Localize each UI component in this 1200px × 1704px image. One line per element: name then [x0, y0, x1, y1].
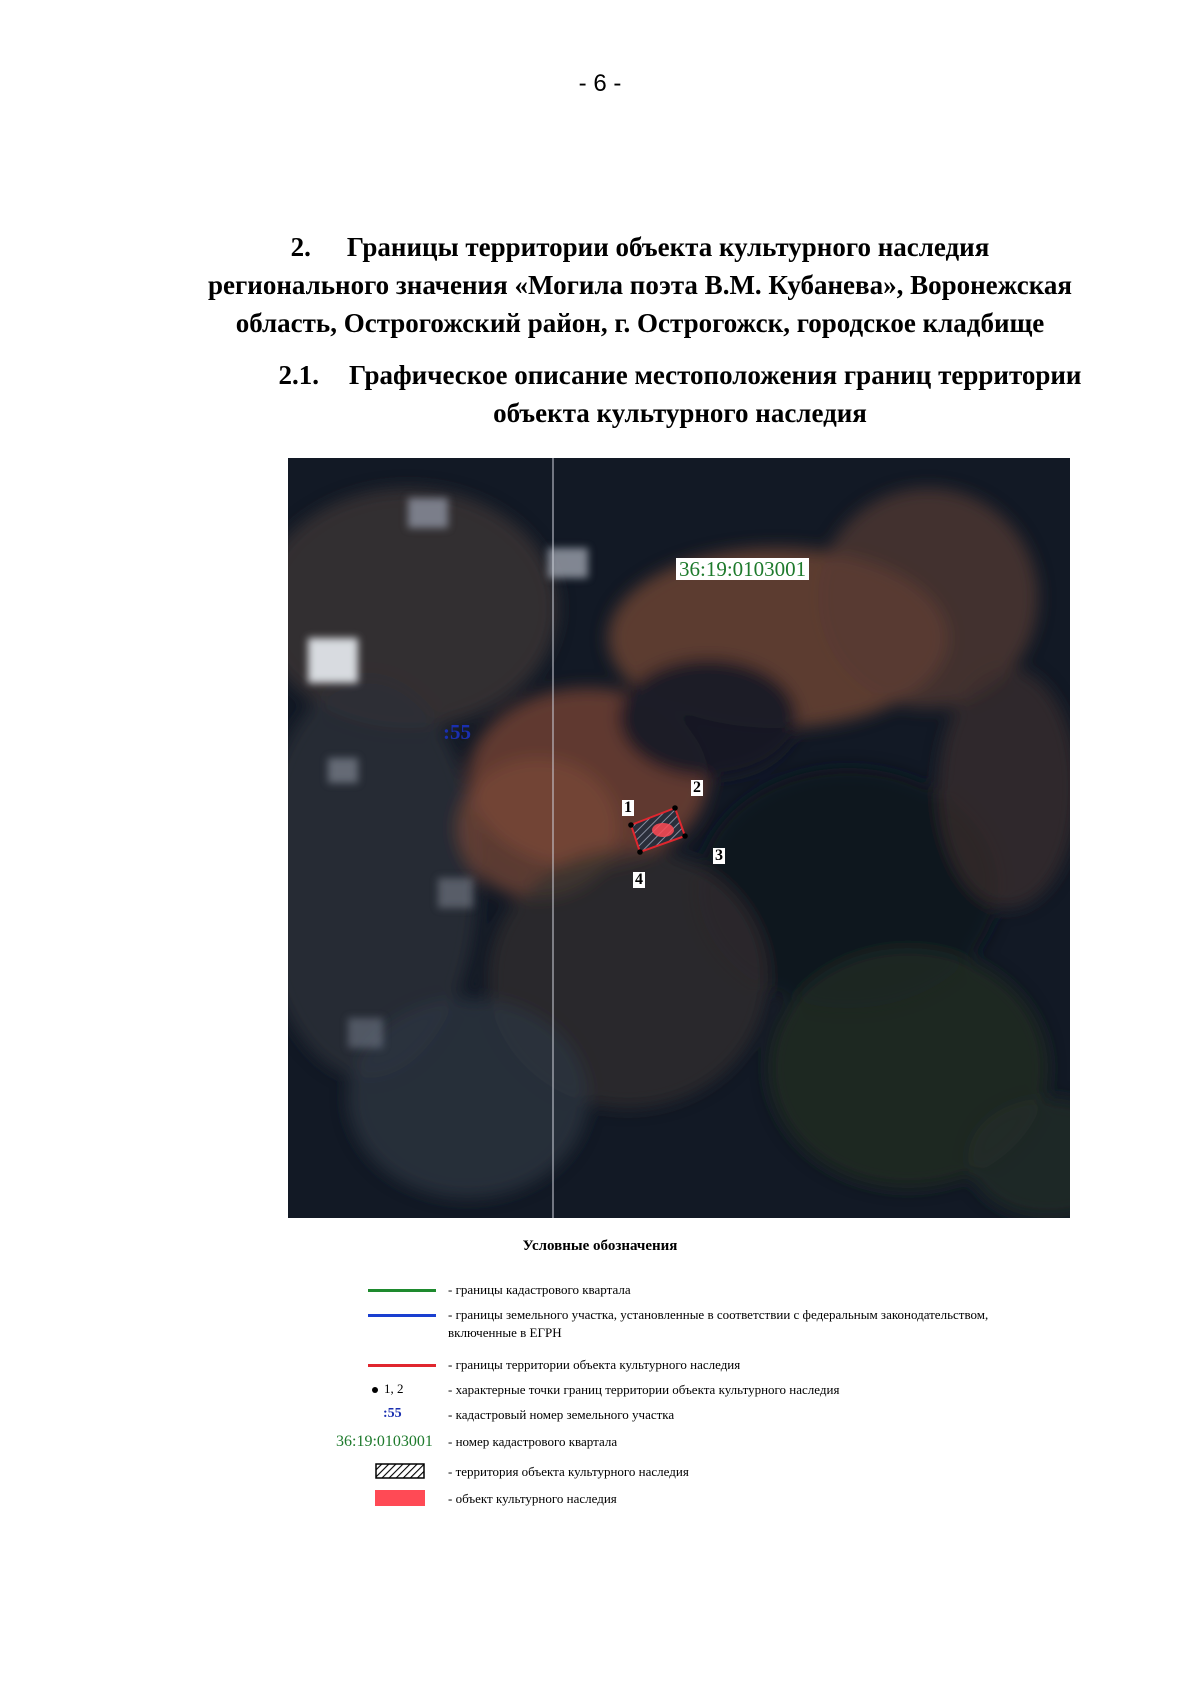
- section-heading: [160, 228, 1120, 342]
- legend-text: - границы земельного участка, установленные в соответствии с федеральным законодательством, включенные в ЕГРН: [448, 1307, 989, 1340]
- dot-icon: [372, 1387, 378, 1393]
- section-title-line1: Границы территории объекта культурного наследия: [346, 232, 990, 262]
- red-line-icon: [368, 1364, 436, 1367]
- legend-text: - номер кадастрового квартала: [448, 1434, 618, 1449]
- satellite-map: [288, 458, 1070, 1218]
- section-title-line2: регионального значения «Могила поэта В.М. Кубанева», Воронежская: [208, 270, 1072, 300]
- point-symbol-label: 1, 2: [384, 1381, 404, 1396]
- red-fill-icon: [375, 1490, 425, 1506]
- legend-text: - кадастровый номер земельного участка: [448, 1407, 675, 1422]
- hatch-icon: [375, 1463, 425, 1479]
- subsection-title-line2: объекта культурного наследия: [493, 398, 867, 428]
- point-label-4: 4: [635, 871, 643, 888]
- point-label-3: 3: [715, 847, 723, 864]
- boundary-point-3: [682, 833, 688, 839]
- parcel-number-label: :55: [443, 720, 471, 744]
- page-number: - 6 -: [578, 70, 622, 97]
- blue-line-icon: [368, 1314, 436, 1317]
- heritage-object: [652, 823, 674, 837]
- subsection-title-line1: Графическое описание местоположения границ территории: [349, 360, 1082, 390]
- legend-text: - характерные точки границ территории объекта культурного наследия: [448, 1382, 840, 1397]
- legend-item-quarter-number: [0, 1433, 1200, 1463]
- legend-text: - территория объекта культурного наследия: [448, 1464, 689, 1479]
- point-label-2: 2: [693, 779, 701, 796]
- quarter-number-symbol: 36:19:0103001: [336, 1433, 433, 1450]
- point-symbol: [372, 1381, 404, 1397]
- boundary-point-2: [672, 805, 678, 811]
- legend-item-parcel-number: [0, 1406, 1200, 1436]
- boundary-point-4: [637, 849, 643, 855]
- boundary-point-1: [628, 822, 634, 828]
- legend-text: - границы кадастрового квартала: [448, 1282, 631, 1297]
- legend-text: - объект культурного наследия: [448, 1491, 617, 1506]
- legend-item-territory: [0, 1463, 1200, 1493]
- subsection-number: 2.1.: [278, 360, 319, 390]
- section-title-line3: область, Острогожский район, г. Острогожск, городское кладбище: [235, 308, 1045, 338]
- legend-item-parcel-boundary: [0, 1306, 1200, 1340]
- green-line-icon: [368, 1289, 436, 1292]
- legend-title: Условные обозначения: [522, 1238, 678, 1254]
- section-number: 2.: [290, 232, 311, 262]
- legend-text: - границы территории объекта культурного наследия: [448, 1357, 741, 1372]
- quarter-number-label: 36:19:0103001: [676, 558, 809, 580]
- parcel-number-symbol: :55: [383, 1406, 402, 1421]
- legend-item-heritage-object: [0, 1490, 1200, 1520]
- subsection-heading: [230, 356, 1130, 432]
- point-label-1: 1: [624, 799, 632, 816]
